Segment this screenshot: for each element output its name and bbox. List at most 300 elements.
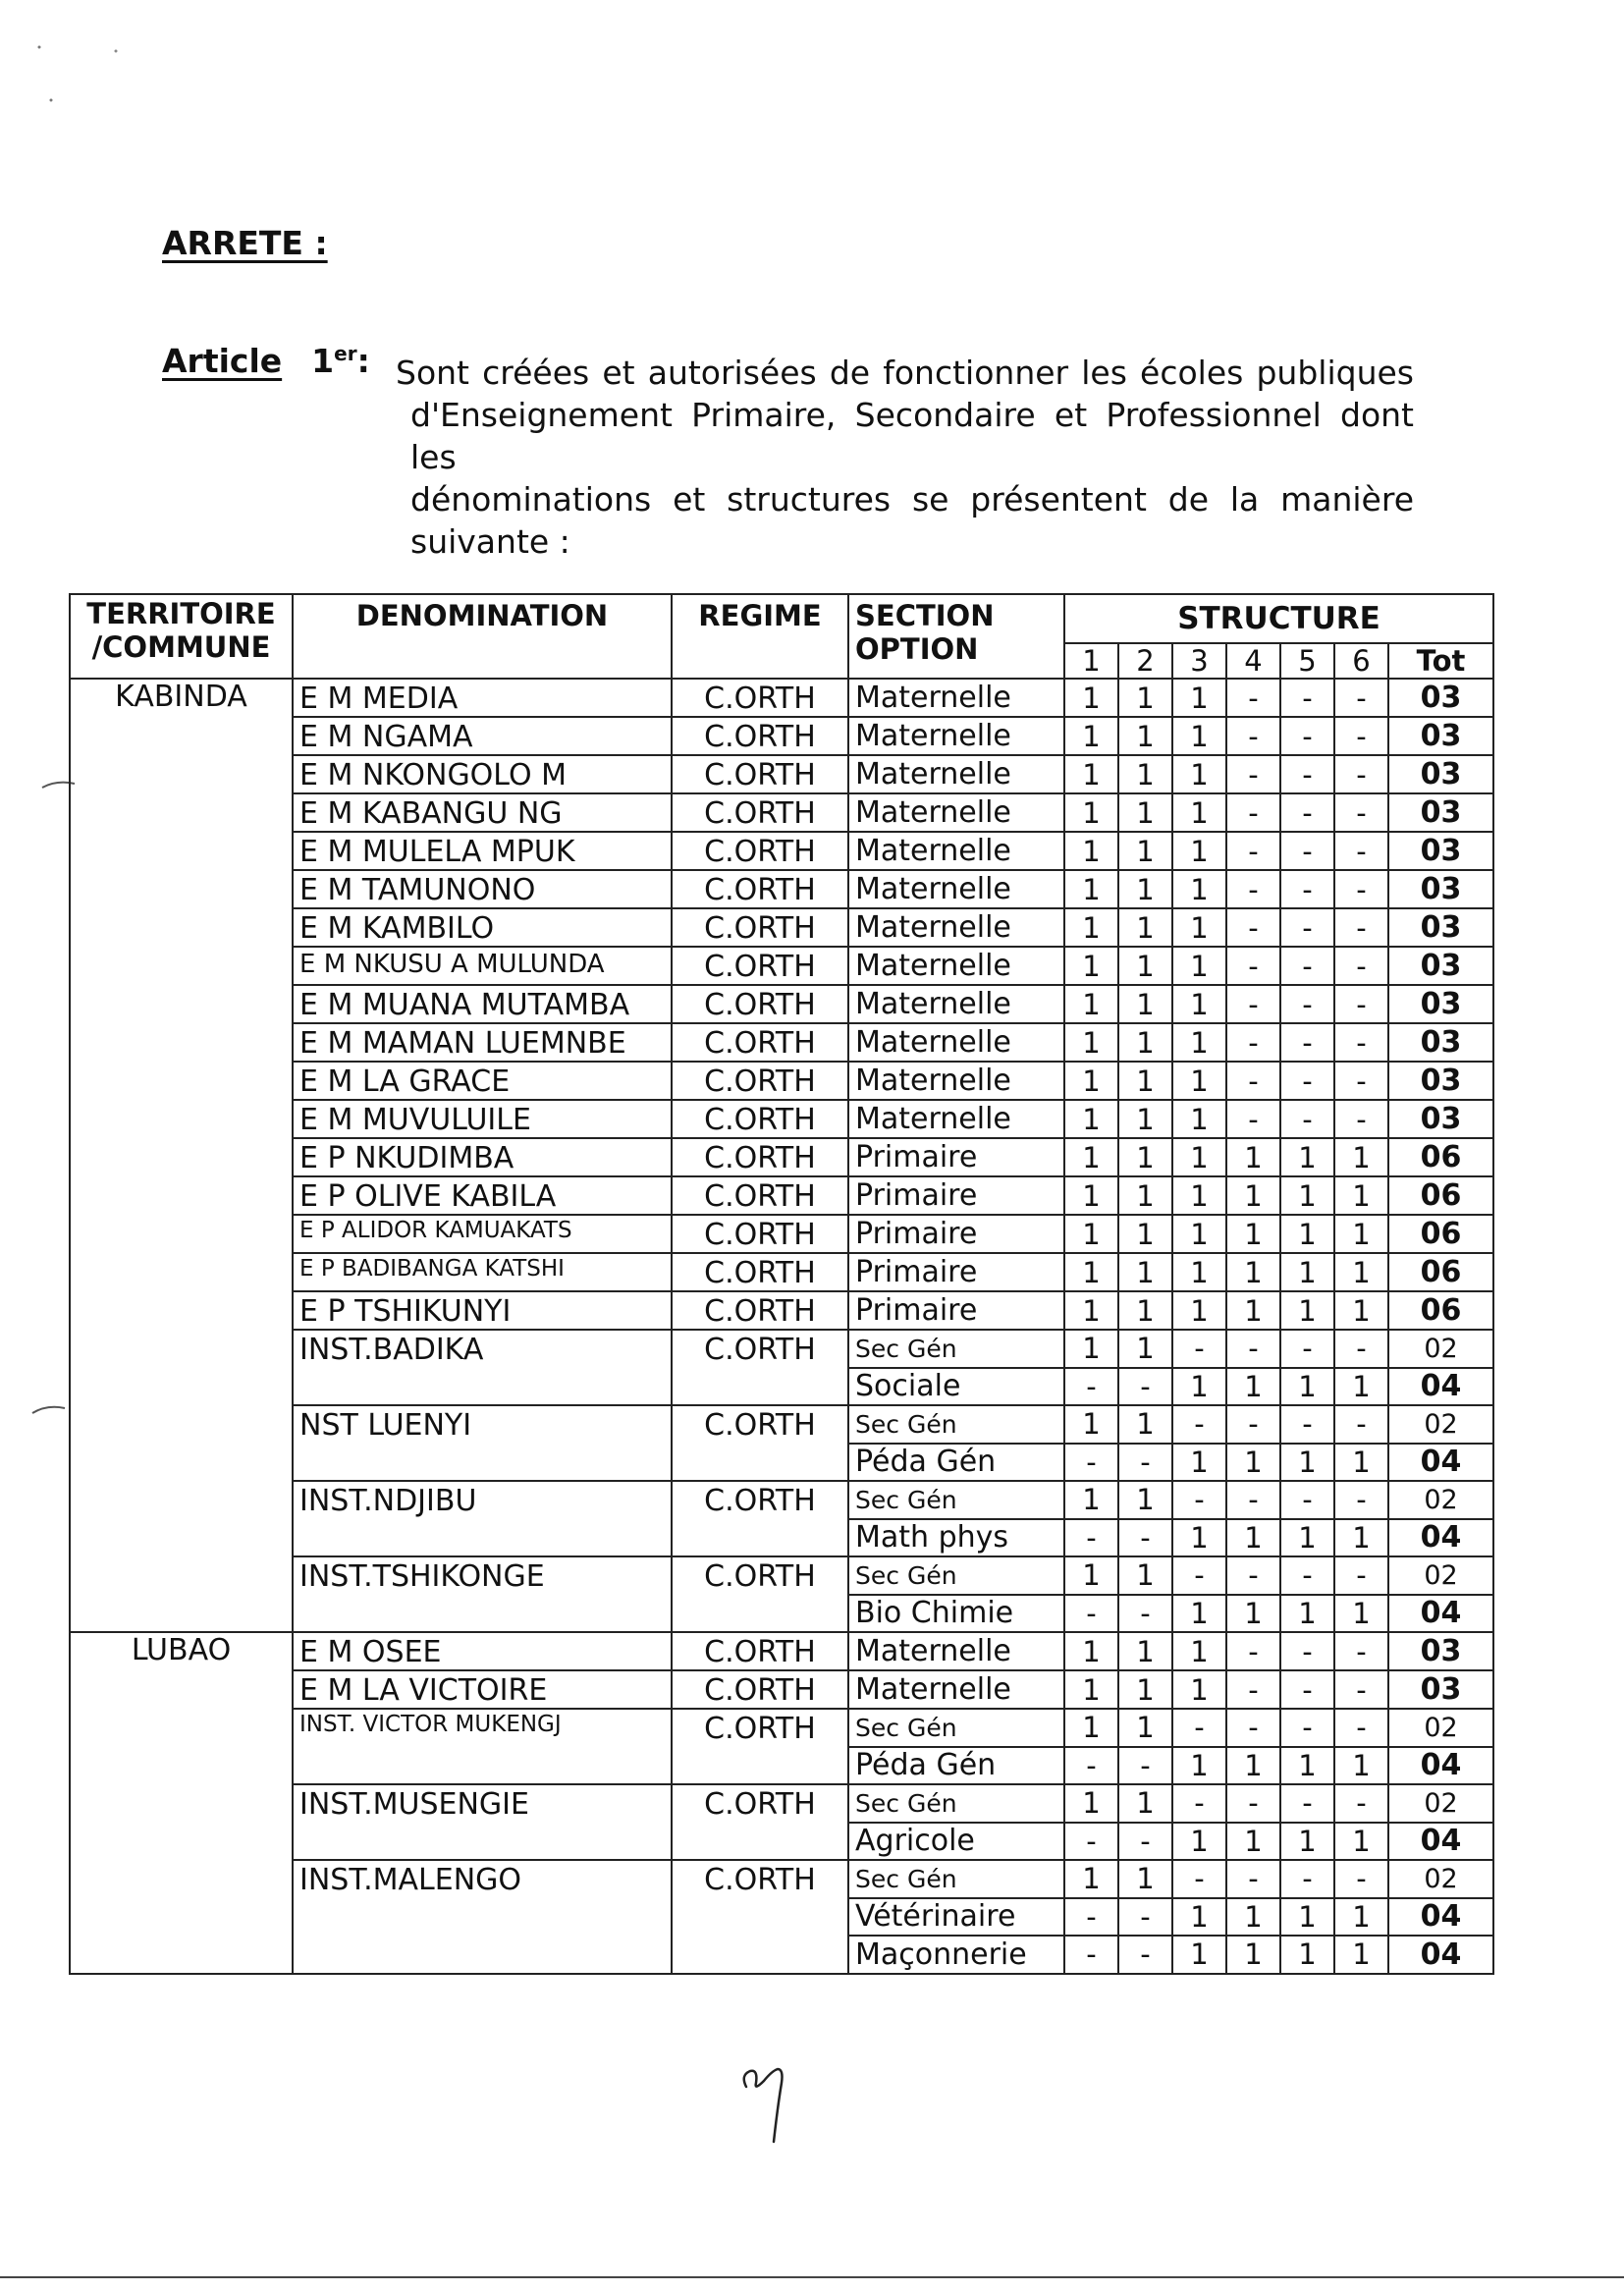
cell-tot: 02 [1388, 1556, 1493, 1595]
cell-section: Maternelle [848, 717, 1064, 755]
cell-section: Maternelle [848, 1670, 1064, 1709]
cell-section: Sec Gén [848, 1784, 1064, 1823]
cell-year-5: - [1280, 1632, 1334, 1670]
cell-year-2: 1 [1118, 832, 1172, 870]
cell-year-6: 1 [1334, 1253, 1388, 1291]
cell-year-6: - [1334, 870, 1388, 908]
cell-section: Sec Gén [848, 1556, 1064, 1595]
cell-year-2: 1 [1118, 793, 1172, 832]
cell-denomination: E P ALIDOR KAMUAKATS [293, 1215, 672, 1253]
cell-year-5: - [1280, 755, 1334, 793]
cell-tot: 03 [1388, 1670, 1493, 1709]
cell-year-5: 1 [1280, 1176, 1334, 1215]
cell-tot: 03 [1388, 870, 1493, 908]
cell-section: Maternelle [848, 908, 1064, 947]
cell-year-4: 1 [1226, 1898, 1280, 1937]
cell-section: Math phys [848, 1519, 1064, 1557]
cell-year-4: - [1226, 755, 1280, 793]
cell-regime: C.ORTH [672, 1405, 848, 1481]
cell-year-5: - [1280, 1784, 1334, 1823]
cell-year-2: - [1118, 1898, 1172, 1937]
cell-year-4: - [1226, 1330, 1280, 1368]
cell-year-2: 1 [1118, 1062, 1172, 1100]
cell-year-1: - [1064, 1898, 1118, 1937]
cell-denomination: INST.MALENGO [293, 1860, 672, 1974]
cell-tot: 06 [1388, 1291, 1493, 1330]
cell-regime: C.ORTH [672, 1670, 848, 1709]
cell-year-3: 1 [1172, 1519, 1226, 1557]
cell-year-2: 1 [1118, 1670, 1172, 1709]
cell-year-6: 1 [1334, 1215, 1388, 1253]
cell-year-4: - [1226, 1023, 1280, 1062]
cell-year-2: 1 [1118, 1138, 1172, 1176]
cell-year-3: 1 [1172, 908, 1226, 947]
cell-year-2: 1 [1118, 1330, 1172, 1368]
cell-section: Primaire [848, 1291, 1064, 1330]
cell-year-3: 1 [1172, 1176, 1226, 1215]
article-number-digit: 1 [311, 342, 335, 380]
cell-year-2: - [1118, 1823, 1172, 1861]
cell-year-3: - [1172, 1330, 1226, 1368]
cell-year-6: - [1334, 717, 1388, 755]
cell-year-3: 1 [1172, 1062, 1226, 1100]
cell-year-6: 1 [1334, 1444, 1388, 1482]
cell-year-1: - [1064, 1595, 1118, 1633]
cell-regime: C.ORTH [672, 793, 848, 832]
cell-section: Vétérinaire [848, 1898, 1064, 1937]
cell-year-4: 1 [1226, 1368, 1280, 1406]
cell-section: Sec Gén [848, 1330, 1064, 1368]
cell-section: Sec Gén [848, 1405, 1064, 1444]
article-colon: : [356, 342, 370, 380]
cell-year-1: 1 [1064, 1330, 1118, 1368]
cell-denomination: E M OSEE [293, 1632, 672, 1670]
cell-year-6: 1 [1334, 1368, 1388, 1406]
article-number [311, 342, 370, 380]
cell-year-5: 1 [1280, 1291, 1334, 1330]
cell-year-3: 1 [1172, 1291, 1226, 1330]
cell-year-5: - [1280, 1330, 1334, 1368]
cell-year-5: - [1280, 1670, 1334, 1709]
cell-year-4: 1 [1226, 1176, 1280, 1215]
cell-section: Maternelle [848, 832, 1064, 870]
cell-tot: 04 [1388, 1519, 1493, 1557]
cell-year-1: 1 [1064, 1176, 1118, 1215]
cell-year-2: - [1118, 1747, 1172, 1785]
cell-year-1: 1 [1064, 908, 1118, 947]
cell-year-4: - [1226, 1670, 1280, 1709]
cell-year-1: 1 [1064, 1670, 1118, 1709]
cell-denomination: E M MEDIA [293, 679, 672, 717]
schools-table [69, 593, 1494, 1975]
cell-year-5: - [1280, 1481, 1334, 1519]
header-year-1: 1 [1064, 643, 1118, 679]
cell-denomination: INST.MUSENGIE [293, 1784, 672, 1860]
signature-initials [738, 2057, 807, 2146]
table-body [70, 679, 1493, 1974]
cell-year-2: 1 [1118, 755, 1172, 793]
cell-denomination: E P BADIBANGA KATSHI [293, 1253, 672, 1291]
header-regime: REGIME [672, 594, 848, 679]
cell-year-2: 1 [1118, 1860, 1172, 1898]
cell-year-5: 1 [1280, 1215, 1334, 1253]
cell-year-5: 1 [1280, 1253, 1334, 1291]
cell-year-6: - [1334, 1632, 1388, 1670]
punch-mark-left-lower [29, 1399, 69, 1419]
cell-year-1: 1 [1064, 832, 1118, 870]
header-year-2: 2 [1118, 643, 1172, 679]
cell-tot: 02 [1388, 1330, 1493, 1368]
cell-year-5: - [1280, 717, 1334, 755]
cell-year-1: 1 [1064, 1860, 1118, 1898]
cell-year-3: - [1172, 1556, 1226, 1595]
cell-year-6: - [1334, 1062, 1388, 1100]
cell-year-6: - [1334, 1405, 1388, 1444]
cell-year-3: 1 [1172, 832, 1226, 870]
cell-regime: C.ORTH [672, 679, 848, 717]
cell-denomination: INST.BADIKA [293, 1330, 672, 1405]
cell-tot: 04 [1388, 1368, 1493, 1406]
cell-tot: 06 [1388, 1176, 1493, 1215]
cell-year-4: - [1226, 1062, 1280, 1100]
cell-year-1: 1 [1064, 1138, 1118, 1176]
cell-year-4: 1 [1226, 1138, 1280, 1176]
cell-year-6: - [1334, 1670, 1388, 1709]
cell-regime: C.ORTH [672, 870, 848, 908]
cell-denomination: E M LA GRACE [293, 1062, 672, 1100]
cell-year-5: - [1280, 985, 1334, 1023]
cell-denomination: INST. VICTOR MUKENGJ [293, 1709, 672, 1784]
cell-year-5: 1 [1280, 1823, 1334, 1861]
article-line-2: d'Enseignement Primaire, Secondaire et Professionnel dont les [410, 396, 1414, 476]
cell-year-6: - [1334, 908, 1388, 947]
cell-regime: C.ORTH [672, 908, 848, 947]
cell-year-3: 1 [1172, 1444, 1226, 1482]
cell-year-2: 1 [1118, 1556, 1172, 1595]
cell-year-1: 1 [1064, 1291, 1118, 1330]
cell-denomination: E P NKUDIMBA [293, 1138, 672, 1176]
cell-year-1: - [1064, 1747, 1118, 1785]
cell-year-2: - [1118, 1936, 1172, 1974]
cell-year-1: - [1064, 1444, 1118, 1482]
cell-tot: 04 [1388, 1823, 1493, 1861]
cell-year-2: 1 [1118, 1215, 1172, 1253]
cell-regime: C.ORTH [672, 717, 848, 755]
cell-year-3: 1 [1172, 947, 1226, 985]
cell-section: Sec Gén [848, 1860, 1064, 1898]
cell-year-4: - [1226, 1784, 1280, 1823]
header-denomination: DENOMINATION [293, 594, 672, 679]
cell-year-6: 1 [1334, 1823, 1388, 1861]
cell-tot: 03 [1388, 679, 1493, 717]
cell-year-4: - [1226, 908, 1280, 947]
cell-tot: 06 [1388, 1253, 1493, 1291]
cell-year-3: 1 [1172, 1215, 1226, 1253]
cell-year-4: - [1226, 717, 1280, 755]
cell-year-2: 1 [1118, 1291, 1172, 1330]
cell-year-2: - [1118, 1368, 1172, 1406]
cell-section: Maternelle [848, 947, 1064, 985]
cell-denomination: E M MUVULUILE [293, 1100, 672, 1138]
cell-year-3: 1 [1172, 1936, 1226, 1974]
cell-regime: C.ORTH [672, 1709, 848, 1784]
cell-year-3: 1 [1172, 1368, 1226, 1406]
cell-tot: 02 [1388, 1860, 1493, 1898]
cell-year-6: - [1334, 1556, 1388, 1595]
cell-tot: 02 [1388, 1709, 1493, 1747]
cell-section: Maternelle [848, 1062, 1064, 1100]
cell-year-5: 1 [1280, 1444, 1334, 1482]
cell-year-6: - [1334, 679, 1388, 717]
cell-regime: C.ORTH [672, 947, 848, 985]
cell-regime: C.ORTH [672, 1023, 848, 1062]
header-year-3: 3 [1172, 643, 1226, 679]
cell-denomination: E M KAMBILO [293, 908, 672, 947]
cell-tot: 04 [1388, 1898, 1493, 1937]
cell-year-2: 1 [1118, 1100, 1172, 1138]
header-section-line2: OPTION [855, 632, 979, 666]
cell-denomination: E P TSHIKUNYI [293, 1291, 672, 1330]
cell-year-4: 1 [1226, 1444, 1280, 1482]
cell-year-6: - [1334, 1709, 1388, 1747]
cell-year-5: - [1280, 679, 1334, 717]
cell-tot: 02 [1388, 1481, 1493, 1519]
cell-year-1: 1 [1064, 1253, 1118, 1291]
cell-regime: C.ORTH [672, 1176, 848, 1215]
cell-territoire: LUBAO [70, 1632, 293, 1974]
cell-tot: 03 [1388, 1100, 1493, 1138]
cell-year-4: - [1226, 1860, 1280, 1898]
cell-year-6: - [1334, 985, 1388, 1023]
header-section-line1: SECTION [855, 599, 995, 632]
cell-year-1: 1 [1064, 1784, 1118, 1823]
cell-year-1: 1 [1064, 1481, 1118, 1519]
cell-year-3: 1 [1172, 679, 1226, 717]
cell-section: Primaire [848, 1253, 1064, 1291]
cell-year-4: 1 [1226, 1747, 1280, 1785]
cell-year-3: - [1172, 1405, 1226, 1444]
bottom-rule [0, 2276, 1624, 2278]
cell-year-2: 1 [1118, 985, 1172, 1023]
cell-year-5: - [1280, 1062, 1334, 1100]
cell-year-3: 1 [1172, 793, 1226, 832]
cell-section: Maternelle [848, 793, 1064, 832]
header-section [848, 594, 1064, 679]
cell-section: Maternelle [848, 985, 1064, 1023]
cell-year-6: - [1334, 1100, 1388, 1138]
cell-regime: C.ORTH [672, 1330, 848, 1405]
cell-denomination: E M NKUSU A MULUNDA [293, 947, 672, 985]
cell-section: Maternelle [848, 679, 1064, 717]
cell-year-4: - [1226, 832, 1280, 870]
header-territoire [70, 594, 293, 679]
cell-denomination: E M LA VICTOIRE [293, 1670, 672, 1709]
cell-year-2: - [1118, 1444, 1172, 1482]
cell-year-6: - [1334, 755, 1388, 793]
cell-year-6: 1 [1334, 1291, 1388, 1330]
cell-regime: C.ORTH [672, 985, 848, 1023]
cell-year-3: 1 [1172, 985, 1226, 1023]
cell-section: Péda Gén [848, 1444, 1064, 1482]
cell-year-1: - [1064, 1519, 1118, 1557]
cell-section: Sociale [848, 1368, 1064, 1406]
cell-year-3: 1 [1172, 1823, 1226, 1861]
cell-section: Maternelle [848, 1023, 1064, 1062]
article-line-4: suivante : [410, 522, 570, 561]
cell-year-1: 1 [1064, 1100, 1118, 1138]
cell-year-1: 1 [1064, 1062, 1118, 1100]
cell-year-3: 1 [1172, 1138, 1226, 1176]
cell-tot: 04 [1388, 1595, 1493, 1633]
table-row [70, 679, 1493, 717]
cell-tot: 03 [1388, 1632, 1493, 1670]
cell-tot: 03 [1388, 985, 1493, 1023]
cell-year-2: - [1118, 1519, 1172, 1557]
cell-section: Maternelle [848, 1100, 1064, 1138]
cell-regime: C.ORTH [672, 1481, 848, 1556]
cell-year-2: 1 [1118, 717, 1172, 755]
cell-year-5: - [1280, 947, 1334, 985]
cell-year-6: 1 [1334, 1519, 1388, 1557]
cell-year-4: - [1226, 1632, 1280, 1670]
cell-denomination: E M NKONGOLO M [293, 755, 672, 793]
cell-regime: C.ORTH [672, 832, 848, 870]
cell-year-5: 1 [1280, 1747, 1334, 1785]
cell-regime: C.ORTH [672, 1215, 848, 1253]
cell-section: Primaire [848, 1138, 1064, 1176]
cell-year-5: - [1280, 908, 1334, 947]
cell-year-1: 1 [1064, 870, 1118, 908]
cell-year-6: 1 [1334, 1936, 1388, 1974]
cell-year-6: - [1334, 1784, 1388, 1823]
cell-year-2: 1 [1118, 908, 1172, 947]
cell-year-2: 1 [1118, 1023, 1172, 1062]
cell-year-4: - [1226, 870, 1280, 908]
cell-denomination: E M KABANGU NG [293, 793, 672, 832]
cell-year-6: - [1334, 1481, 1388, 1519]
cell-denomination: INST.TSHIKONGE [293, 1556, 672, 1632]
cell-year-6: 1 [1334, 1138, 1388, 1176]
cell-territoire: KABINDA [70, 679, 293, 1632]
cell-tot: 06 [1388, 1215, 1493, 1253]
cell-tot: 03 [1388, 793, 1493, 832]
cell-year-6: - [1334, 1330, 1388, 1368]
cell-year-1: 1 [1064, 1632, 1118, 1670]
cell-year-1: 1 [1064, 947, 1118, 985]
header-year-6: 6 [1334, 643, 1388, 679]
cell-year-3: 1 [1172, 755, 1226, 793]
header-territoire-line1: TERRITOIRE [86, 597, 276, 630]
cell-year-2: - [1118, 1595, 1172, 1633]
cell-denomination: E M NGAMA [293, 717, 672, 755]
cell-tot: 02 [1388, 1784, 1493, 1823]
cell-section: Agricole [848, 1823, 1064, 1861]
cell-year-6: - [1334, 947, 1388, 985]
cell-year-2: 1 [1118, 679, 1172, 717]
article-label [162, 342, 370, 380]
cell-year-2: 1 [1118, 1405, 1172, 1444]
cell-year-1: 1 [1064, 1215, 1118, 1253]
cell-denomination: NST LUENYI [293, 1405, 672, 1481]
cell-year-4: - [1226, 793, 1280, 832]
cell-regime: C.ORTH [672, 755, 848, 793]
cell-regime: C.ORTH [672, 1062, 848, 1100]
cell-year-5: - [1280, 1405, 1334, 1444]
cell-section: Primaire [848, 1176, 1064, 1215]
cell-year-5: 1 [1280, 1595, 1334, 1633]
cell-year-2: 1 [1118, 1784, 1172, 1823]
cell-year-3: 1 [1172, 1670, 1226, 1709]
cell-year-5: 1 [1280, 1936, 1334, 1974]
cell-tot: 02 [1388, 1405, 1493, 1444]
article-line-1: Sont créées et autorisées de fonctionner les écoles publiques [396, 354, 1414, 392]
cell-year-6: - [1334, 793, 1388, 832]
cell-section: Bio Chimie [848, 1595, 1064, 1633]
cell-year-3: 1 [1172, 1747, 1226, 1785]
cell-year-2: 1 [1118, 1253, 1172, 1291]
cell-regime: C.ORTH [672, 1138, 848, 1176]
cell-section: Maternelle [848, 870, 1064, 908]
cell-year-2: 1 [1118, 1176, 1172, 1215]
cell-year-4: - [1226, 985, 1280, 1023]
cell-year-3: 1 [1172, 1632, 1226, 1670]
cell-year-4: 1 [1226, 1253, 1280, 1291]
cell-tot: 03 [1388, 947, 1493, 985]
cell-year-3: - [1172, 1784, 1226, 1823]
cell-tot: 03 [1388, 717, 1493, 755]
cell-year-1: 1 [1064, 1709, 1118, 1747]
cell-regime: C.ORTH [672, 1860, 848, 1974]
cell-year-1: 1 [1064, 1023, 1118, 1062]
cell-year-2: 1 [1118, 870, 1172, 908]
cell-year-5: - [1280, 870, 1334, 908]
cell-year-4: - [1226, 947, 1280, 985]
arrete-heading: ARRETE : [162, 224, 328, 262]
cell-year-1: 1 [1064, 793, 1118, 832]
cell-section: Péda Gén [848, 1747, 1064, 1785]
cell-year-1: 1 [1064, 1405, 1118, 1444]
article-number-sup: er [334, 342, 357, 365]
cell-year-6: - [1334, 1860, 1388, 1898]
cell-year-2: 1 [1118, 1632, 1172, 1670]
cell-year-5: 1 [1280, 1898, 1334, 1937]
table-row [70, 1632, 1493, 1670]
cell-year-5: - [1280, 793, 1334, 832]
cell-year-3: 1 [1172, 1100, 1226, 1138]
cell-year-5: 1 [1280, 1368, 1334, 1406]
cell-regime: C.ORTH [672, 1100, 848, 1138]
cell-year-3: 1 [1172, 717, 1226, 755]
cell-section: Maternelle [848, 1632, 1064, 1670]
cell-year-1: - [1064, 1823, 1118, 1861]
cell-section: Maternelle [848, 755, 1064, 793]
cell-year-3: 1 [1172, 1023, 1226, 1062]
cell-regime: C.ORTH [672, 1291, 848, 1330]
cell-year-5: 1 [1280, 1138, 1334, 1176]
cell-year-6: 1 [1334, 1595, 1388, 1633]
cell-year-1: 1 [1064, 755, 1118, 793]
cell-regime: C.ORTH [672, 1556, 848, 1632]
cell-year-1: 1 [1064, 717, 1118, 755]
cell-year-4: 1 [1226, 1519, 1280, 1557]
cell-year-2: 1 [1118, 1481, 1172, 1519]
article-word: Article [162, 342, 283, 380]
cell-year-4: - [1226, 1100, 1280, 1138]
header-year-5: 5 [1280, 643, 1334, 679]
cell-section: Sec Gén [848, 1481, 1064, 1519]
cell-tot: 03 [1388, 832, 1493, 870]
cell-year-4: 1 [1226, 1595, 1280, 1633]
